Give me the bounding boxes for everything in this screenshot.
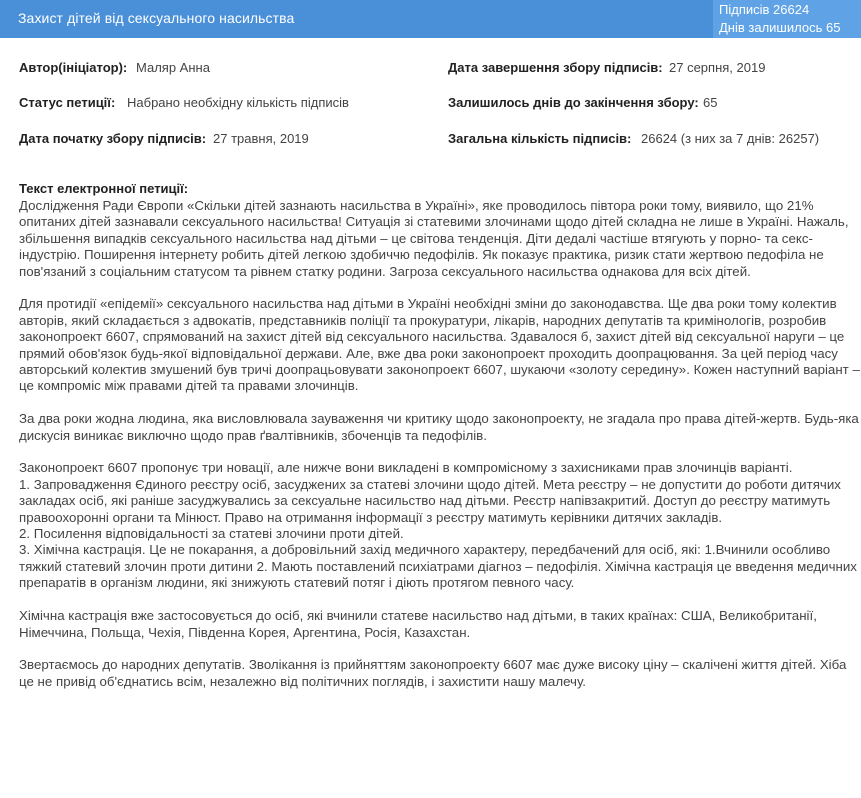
days-left-value: 65	[703, 95, 718, 110]
status-label: Статус петиції:	[19, 95, 116, 110]
total-signatures-value: 26624 (з них за 7 днів: 26257)	[641, 131, 820, 146]
author-value: Маляр Анна	[136, 60, 210, 75]
petition-title: Захист дітей від сексуального насильства	[18, 10, 295, 26]
petition-text-body	[19, 198, 861, 707]
petition-text-heading: Текст електронної петиції:	[19, 181, 189, 196]
petition-header	[0, 0, 861, 38]
petition-paragraph: Для протидії «епідемії» сексуального насильства над дітьми в Україні необхідні зміни до законодавства. Ще два роки тому колектив авторів, який складається з адвокатів, представників поліції та прокуратури, лікарів, народних депутатів та кримінологів, розробив законопроект 6607, спрямований на захист дітей від сексуального насильства. Здавалося б, захист дітей від сексуальної наруги – це прямий обов'язок будь-якої відповідальної держави. Але, вже два роки законопроект проходить доопрацювання. За цей період часу авторський колектив змушений був тричі доопрацьовувати законопроект 6607, шукаючи «золоту середину». Кожен наступний варіант – це компроміс між правами дітей та правами злочинців.	[19, 296, 860, 394]
petition-paragraph: Хімічна кастрація вже застосовується до осіб, які вчинили статеве насильство над дітьми, в таких країнах: США, Великобританії, Німеччина, Польща, Чехія, Південна Корея, Аргентина, Росія, Казахстан.	[19, 608, 817, 640]
petition-paragraph: Звертаємось до народних депутатів. Зволікання із прийняттям законопроекту 6607 має дуже високу ціну – скалічені життя дітей. Хіба це не привід об'єднатись всім, незалежно від політичних поглядів, і захистити нашу малечу.	[19, 657, 847, 689]
signature-counter-box	[713, 0, 861, 38]
start-date-label: Дата початку збору підписів:	[19, 131, 207, 146]
petition-paragraph: Законопроект 6607 пропонує три новації, але нижче вони викладені в компромісному з захисниками прав злочинців варіанті. 1. Запровадження Єдиного реєстру осіб, засуджених за статеві злочини щодо дітей. Мета реєстру – не допустити до роботи дитячих закладах осіб, які раніше засуджувались за сексуальне насильство над дітьми. Реєстр напівзакритий. Доступ до реєстру матимуть правоохоронні органи та Мінюст. Право на отримання інформації з реєстру матимуть керівники дитячих закладів. 2. Посилення відповідальності за статеві злочини проти дітей. 3. Хімічна кастрація. Це не покарання, а добровільний захід медичного характеру, передбачений для осіб, які: 1.Вчинили особливо тяжкий статевий злочин проти дитини 2. Мають поставлений психіатрами діагноз – педофілія. Хімічна кастрація це введення медичних препаратів в організм людини, які знижують статевий потяг і діють протягом певного часу.	[19, 460, 857, 591]
petition-paragraph: За два роки жодна людина, яка висловлювала зауваження чи критику щодо законопроекту, не згадала про права дітей-жертв. Будь-яка дискусія виникає виключно щодо прав ґвалтівників, збоченців та педофілів.	[19, 411, 859, 443]
status-value: Набрано необхідну кількість підписів	[127, 95, 349, 110]
days-left-count: Днів залишилось 65	[719, 20, 841, 35]
signatures-count: Підписів 26624	[719, 2, 810, 17]
start-date-value: 27 травня, 2019	[213, 131, 309, 146]
author-label: Автор(ініціатор):	[19, 60, 128, 75]
end-date-label: Дата завершення збору підписів:	[448, 60, 663, 75]
days-left-label: Залишилось днів до закінчення збору:	[448, 95, 699, 110]
petition-paragraph: Дослідження Ради Європи «Скільки дітей зазнають насильства в Україні», яке проводилось півтора роки тому, виявило, що 21% опитаних дітей зазнавали сексуального насильства! Ситуація зі статевими злочинами щодо дітей складна не лише в Україні. Нажаль, збільшення випадків сексуального насильства над дітьми – це світова тенденція. Діти дедалі частіше втягують у порно- та секс-індустрію. Поширення інтернету робить дітей легкою здобиччю педофілів. Як показує практика, ризик стати жертвою педофіла не пов'язаний з соціальним статусом та рівнем статку родини. Загроза сексуального насильства однакова для всіх дітей.	[19, 198, 849, 279]
end-date-value: 27 серпня, 2019	[669, 60, 766, 75]
total-signatures-label: Загальна кількість підписів:	[448, 131, 632, 146]
